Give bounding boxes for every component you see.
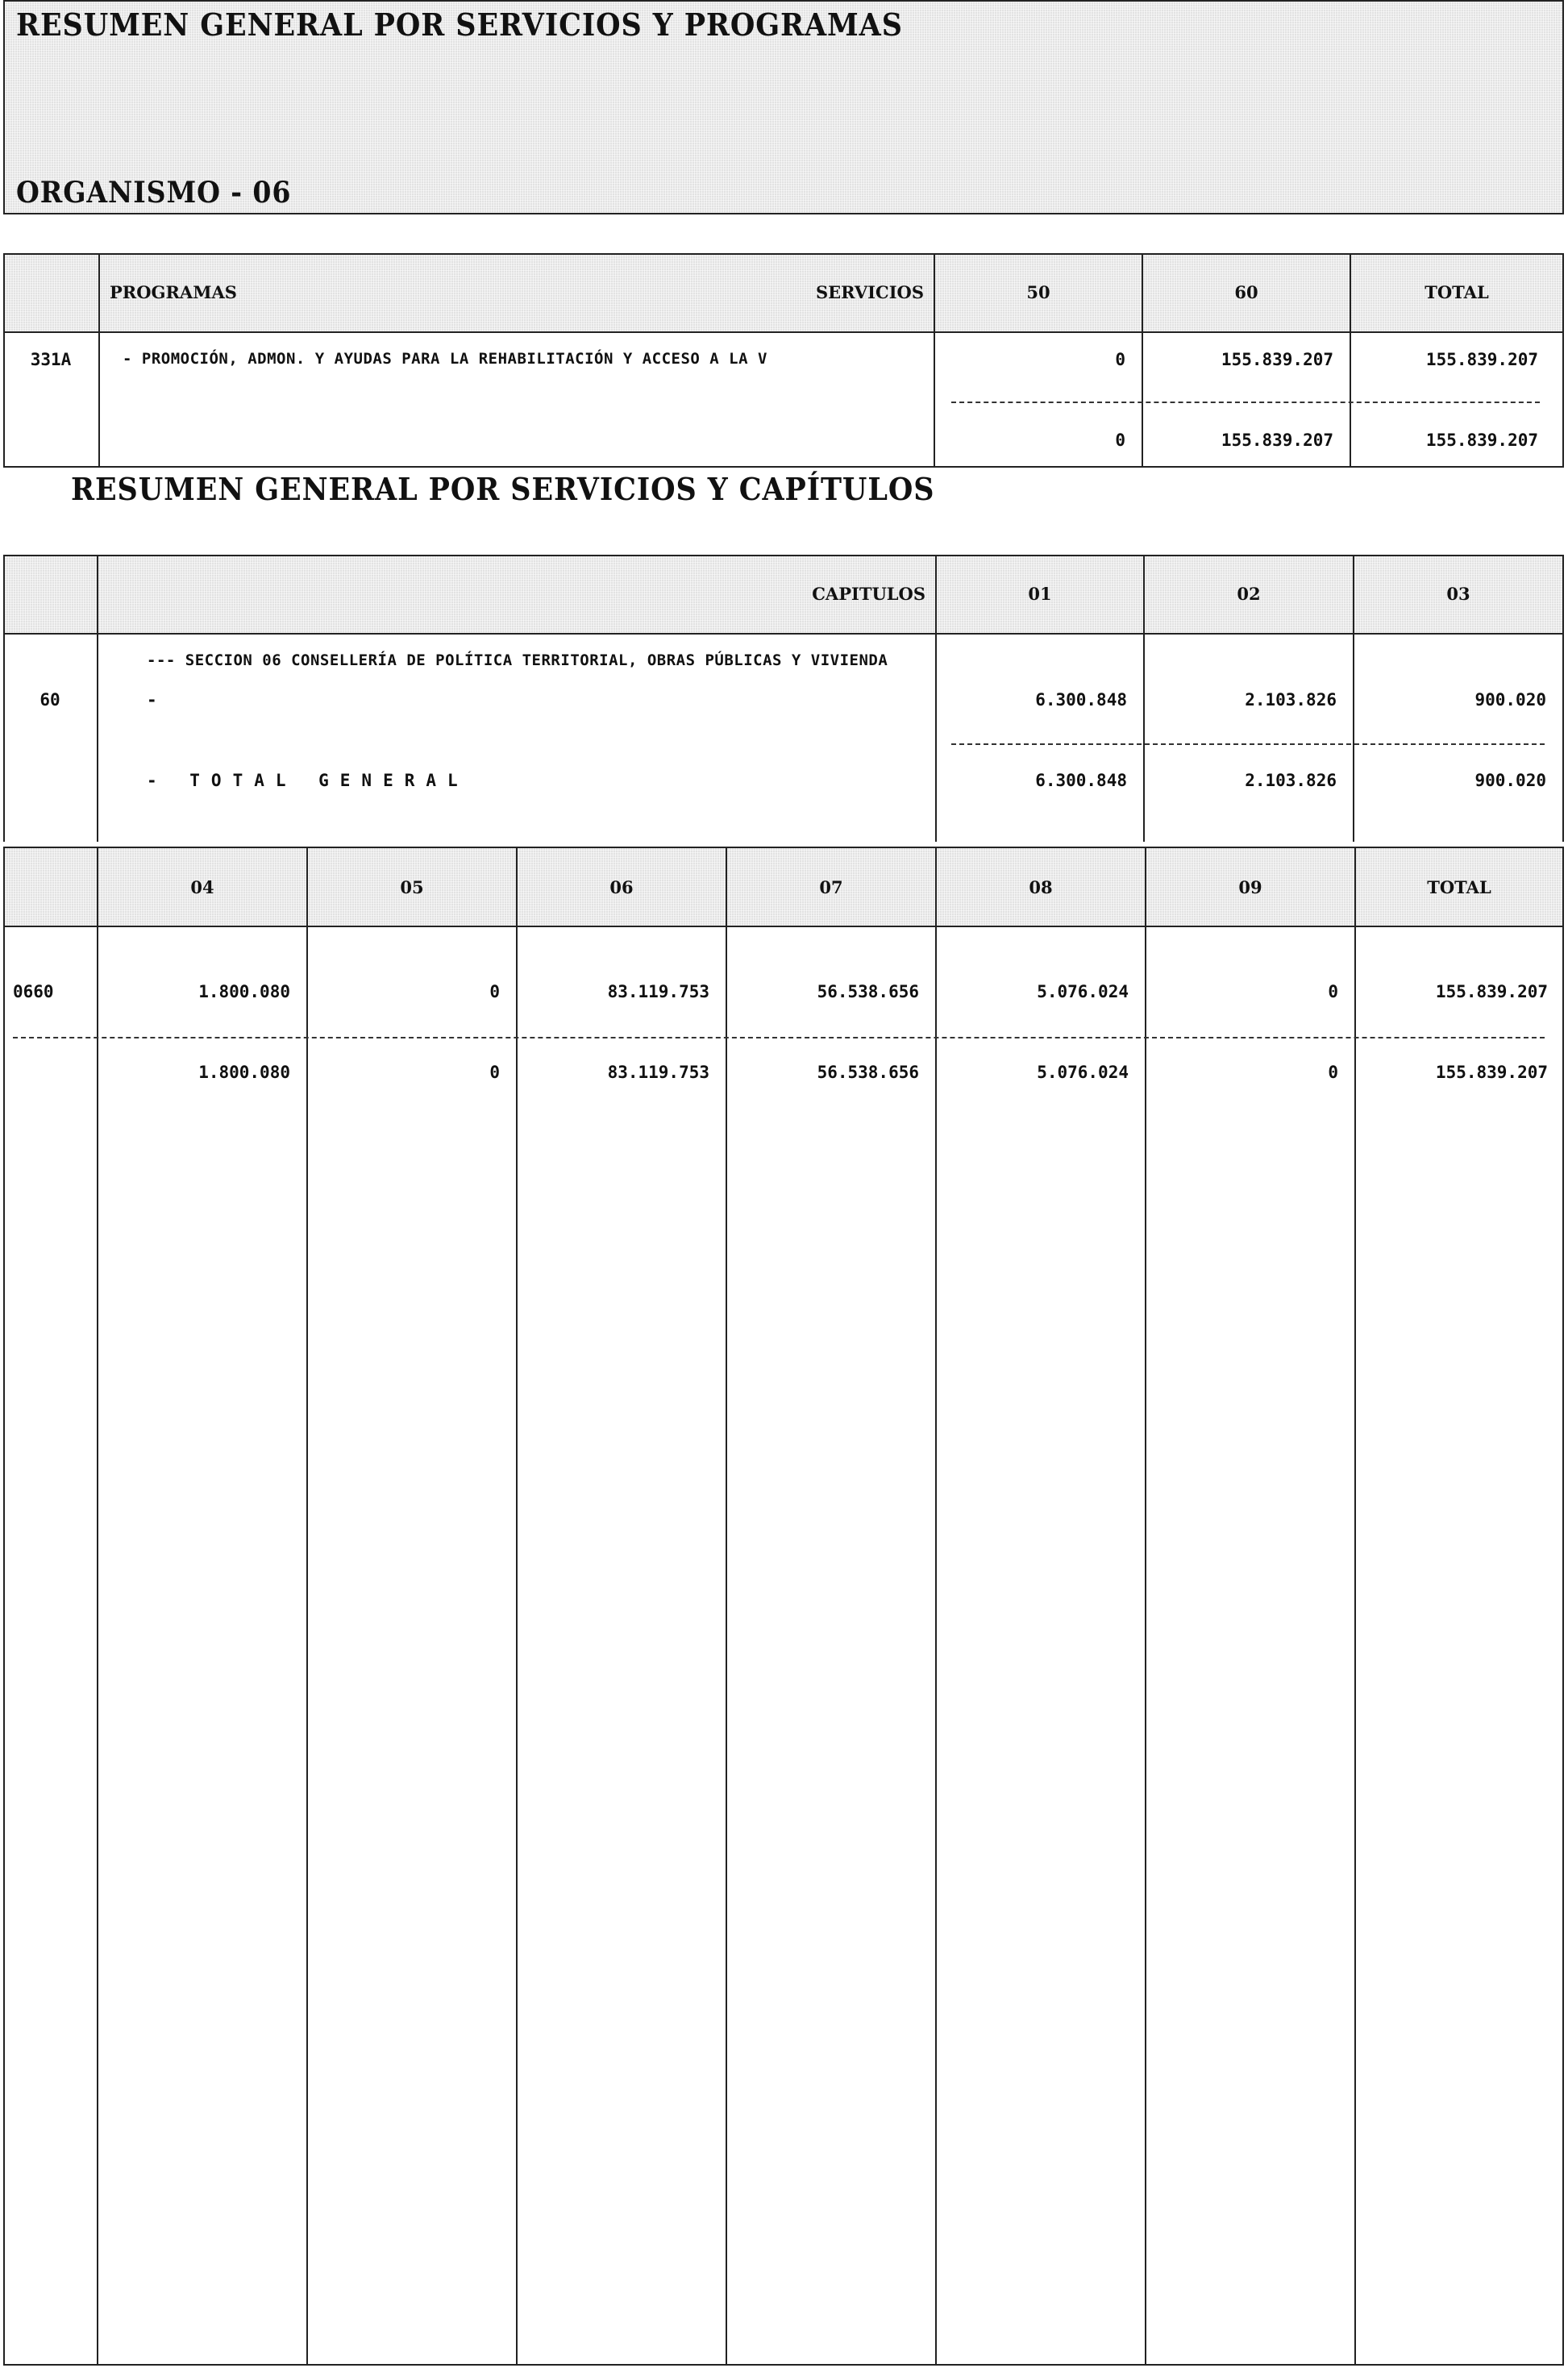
total2-c08: 5.076.024 xyxy=(1037,1063,1129,1082)
cap-08-header: 08 xyxy=(1029,877,1053,897)
cap-09-header: 09 xyxy=(1238,877,1262,897)
sum-total: 155.839.207 xyxy=(1425,431,1538,450)
row2-c08: 5.076.024 xyxy=(1037,982,1129,1001)
total2-c06: 83.119.753 xyxy=(607,1063,709,1082)
row2-c05: 0 xyxy=(489,982,500,1001)
total-cap-02: 2.103.826 xyxy=(1245,771,1337,790)
programa-code: 331A xyxy=(30,350,72,369)
row2-total: 155.839.207 xyxy=(1435,982,1548,1001)
total-general-label: - TOTAL GENERAL xyxy=(147,771,469,790)
organismo-label: ORGANISMO - 06 xyxy=(16,176,292,210)
col-50-header: 50 xyxy=(1026,282,1050,302)
total2-c07: 56.538.656 xyxy=(817,1063,919,1082)
capitulos2-divider xyxy=(13,1037,1545,1038)
total2-c09: 0 xyxy=(1328,1063,1338,1082)
capitulos-header: CAPITULOS xyxy=(812,584,925,604)
cap-01-header: 01 xyxy=(1028,584,1052,604)
row2-c09: 0 xyxy=(1328,982,1338,1001)
col-60-header: 60 xyxy=(1234,282,1258,302)
servicios-header: SERVICIOS xyxy=(816,282,924,302)
programa-v50: 0 xyxy=(1115,350,1125,369)
programa-total: 155.839.207 xyxy=(1425,350,1538,369)
servicio-code: 60 xyxy=(40,690,60,710)
programas-header: PROGRAMAS xyxy=(110,282,237,302)
cap-01-value: 6.300.848 xyxy=(1035,690,1127,710)
total2-c04: 1.800.080 xyxy=(198,1063,290,1082)
programa-v60: 155.839.207 xyxy=(1221,350,1333,369)
total-cap-01: 6.300.848 xyxy=(1035,771,1127,790)
sum-v60: 155.839.207 xyxy=(1221,431,1333,450)
cap-07-header: 07 xyxy=(819,877,843,897)
cap-04-header: 04 xyxy=(190,877,214,897)
total2-c05: 0 xyxy=(489,1063,500,1082)
total-header: TOTAL xyxy=(1425,282,1489,302)
cap-03-value: 900.020 xyxy=(1474,690,1546,710)
servicio-desc: - xyxy=(147,690,157,710)
sum-v50: 0 xyxy=(1115,431,1125,450)
cap-05-header: 05 xyxy=(400,877,424,897)
row2-c06: 83.119.753 xyxy=(607,982,709,1001)
row2-code: 0660 xyxy=(13,982,54,1001)
programa-desc: - PROMOCIÓN, ADMON. Y AYUDAS PARA LA REHABILITACIÓN Y ACCESO A LA V xyxy=(123,350,767,368)
cap-03-header: 03 xyxy=(1446,584,1470,604)
cap-02-value: 2.103.826 xyxy=(1245,690,1337,710)
row2-c07: 56.538.656 xyxy=(817,982,919,1001)
total-cap-03: 900.020 xyxy=(1474,771,1546,790)
capitulos-divider xyxy=(951,743,1545,745)
seccion-label: --- SECCION 06 CONSELLERÍA DE POLÍTICA TERRITORIAL, OBRAS PÚBLICAS Y VIVIENDA xyxy=(147,651,888,669)
subtotal-divider xyxy=(951,402,1540,403)
cap-total-header: TOTAL xyxy=(1427,877,1491,897)
total2-total: 155.839.207 xyxy=(1435,1063,1548,1082)
section-title-capitulos: RESUMEN GENERAL POR SERVICIOS Y CAPÍTULOS xyxy=(71,471,935,507)
page-title: RESUMEN GENERAL POR SERVICIOS Y PROGRAMAS xyxy=(16,6,903,43)
row2-c04: 1.800.080 xyxy=(198,982,290,1001)
cap-02-header: 02 xyxy=(1237,584,1261,604)
cap-06-header: 06 xyxy=(609,877,634,897)
